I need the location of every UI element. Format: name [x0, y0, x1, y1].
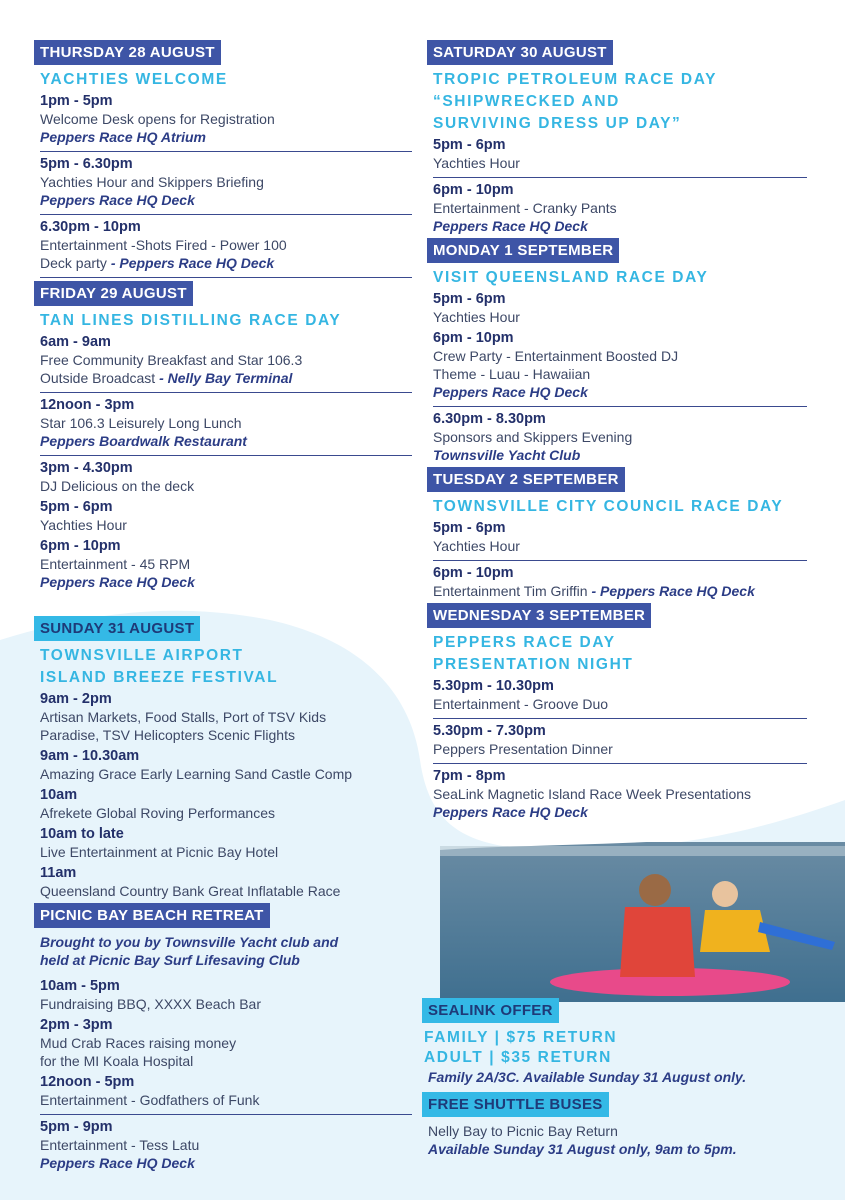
event-title: “SHIPWRECKED AND [433, 93, 620, 110]
intro-line: held at Picnic Bay Surf Lifesaving Club [40, 952, 300, 968]
event-description [40, 726, 412, 744]
event-block [40, 92, 412, 152]
day-section [427, 467, 807, 601]
description-text: Fundraising BBQ, XXXX Beach Bar [40, 996, 261, 1012]
event-time: 5pm - 6pm [433, 137, 506, 153]
event-time: 5pm - 6pm [40, 499, 113, 515]
event-block [40, 333, 412, 393]
day-section [427, 238, 807, 465]
event-time: 3pm - 4.30pm [40, 460, 133, 476]
event-time: 12noon - 5pm [40, 1074, 135, 1090]
intro-line: Brought to you by Townsville Yacht club and [40, 934, 339, 950]
event-description [40, 351, 412, 369]
event-block [40, 1016, 412, 1071]
event-description [40, 1034, 412, 1052]
beach-photo [440, 842, 845, 1002]
day-header: WEDNESDAY 3 SEPTEMBER [427, 603, 651, 628]
event-description [40, 1052, 412, 1070]
event-description [40, 236, 412, 254]
adult-fare: ADULT | $35 RETURN [424, 1049, 612, 1066]
description-text: Deck party [40, 255, 107, 271]
event-description [40, 254, 412, 272]
event-description [40, 516, 412, 534]
event-time: 5.30pm - 10.30pm [433, 678, 554, 694]
day-section [427, 603, 807, 822]
event-title: PRESENTATION NIGHT [433, 656, 634, 673]
shuttle-note: Available Sunday 31 August only, 9am to 5pm. [428, 1141, 737, 1157]
description-text: Yachties Hour [433, 309, 520, 325]
event-time: 6am - 9am [40, 334, 111, 350]
description-text: Outside Broadcast [40, 370, 156, 386]
right-column [427, 40, 807, 824]
day-section [34, 281, 412, 592]
event-block [433, 181, 807, 236]
description-text: Theme - Luau - Hawaiian [433, 366, 591, 382]
event-time: 5.30pm - 7.30pm [433, 723, 546, 739]
event-time: 5pm - 6.30pm [40, 156, 133, 172]
day-header: TUESDAY 2 SEPTEMBER [427, 467, 625, 492]
description-text: Welcome Desk opens for Registration [40, 111, 275, 127]
event-block [433, 136, 807, 178]
offers-section [422, 998, 822, 1158]
event-venue: - Peppers Race HQ Deck [591, 583, 755, 599]
event-time: 10am - 5pm [40, 978, 120, 994]
event-time: 6.30pm - 8.30pm [433, 411, 546, 427]
event-description [40, 477, 412, 495]
event-time: 11am [40, 865, 77, 881]
event-block [40, 459, 412, 496]
description-text: Yachties Hour and Skippers Briefing [40, 174, 264, 190]
event-block [433, 564, 807, 601]
event-description [433, 582, 807, 600]
description-text: Crew Party - Entertainment Boosted DJ [433, 348, 679, 364]
event-time: 6pm - 10pm [433, 182, 514, 198]
event-block [40, 155, 412, 215]
event-time: 6pm - 10pm [433, 330, 514, 346]
description-text: Yachties Hour [433, 155, 520, 171]
event-title: TROPIC PETROLEUM RACE DAY [433, 71, 718, 88]
event-title: VISIT QUEENSLAND RACE DAY [433, 269, 709, 286]
event-block [433, 677, 807, 719]
event-time: 2pm - 3pm [40, 1017, 113, 1033]
description-text: Live Entertainment at Picnic Bay Hotel [40, 844, 279, 860]
event-block [40, 218, 412, 278]
event-title: TAN LINES DISTILLING RACE DAY [40, 312, 342, 329]
description-text: SeaLink Magnetic Island Race Week Presentations [433, 786, 752, 802]
offer-note: Family 2A/3C. Available Sunday 31 August only. [428, 1069, 747, 1085]
event-block [40, 396, 412, 456]
event-time: 12noon - 3pm [40, 397, 135, 413]
event-title: TOWNSVILLE AIRPORT [40, 647, 244, 664]
event-description [40, 555, 412, 573]
description-text: for the MI Koala Hospital [40, 1053, 194, 1069]
description-text: Sponsors and Skippers Evening [433, 429, 633, 445]
shuttle-header: FREE SHUTTLE BUSES [422, 1092, 609, 1117]
event-description [40, 804, 412, 822]
sealink-offer-header: SEALINK OFFER [422, 998, 559, 1023]
event-venue: Peppers Race HQ Deck [40, 1155, 195, 1171]
event-description [40, 843, 412, 861]
description-text: Free Community Breakfast and Star 106.3 [40, 352, 303, 368]
description-text: Entertainment - Tess Latu [40, 1137, 200, 1153]
description-text: Entertainment - Groove Duo [433, 696, 609, 712]
description-text: Paradise, TSV Helicopters Scenic Flights [40, 727, 295, 743]
event-description [433, 199, 807, 217]
description-text: Peppers Presentation Dinner [433, 741, 613, 757]
event-time: 9am - 10.30am [40, 748, 140, 764]
event-block [40, 498, 412, 535]
event-block [40, 977, 412, 1014]
event-venue: - Nelly Bay Terminal [159, 370, 293, 386]
description-text: Yachties Hour [433, 538, 520, 554]
event-time: 6pm - 10pm [40, 538, 121, 554]
event-block [40, 1073, 412, 1115]
event-venue: Peppers Race HQ Deck [433, 804, 588, 820]
event-description [40, 882, 412, 900]
event-venue: Peppers Race HQ Deck [433, 384, 588, 400]
event-block [40, 747, 412, 784]
day-section [34, 616, 412, 901]
event-block [433, 410, 807, 465]
event-title: TOWNSVILLE CITY COUNCIL RACE DAY [433, 498, 784, 515]
event-title: YACHTIES WELCOME [40, 71, 228, 88]
event-time: 5pm - 6pm [433, 520, 506, 536]
description-text: Entertainment - Godfathers of Funk [40, 1092, 260, 1108]
event-venue: Peppers Boardwalk Restaurant [40, 433, 247, 449]
event-description [40, 1091, 412, 1109]
event-description [433, 308, 807, 326]
description-text: Amazing Grace Early Learning Sand Castle Comp [40, 766, 353, 782]
event-block [433, 519, 807, 561]
event-block [40, 537, 412, 592]
description-text: DJ Delicious on the deck [40, 478, 195, 494]
description-text: Afrekete Global Roving Performances [40, 805, 275, 821]
event-time: 6pm - 10pm [433, 565, 514, 581]
event-venue: Townsville Yacht Club [433, 447, 581, 463]
day-header: FRIDAY 29 AUGUST [34, 281, 193, 306]
event-time: 5pm - 6pm [433, 291, 506, 307]
day-header: THURSDAY 28 AUGUST [34, 40, 221, 65]
event-description [433, 695, 807, 713]
event-description [433, 537, 807, 555]
event-time: 6.30pm - 10pm [40, 219, 141, 235]
description-text: Queensland Country Bank Great Inflatable Race [40, 883, 341, 899]
description-text: Star 106.3 Leisurely Long Lunch [40, 415, 242, 431]
description-text: Yachties Hour [40, 517, 127, 533]
event-venue: Peppers Race HQ Deck [40, 192, 195, 208]
event-description [40, 369, 412, 387]
intro-text [40, 933, 412, 974]
event-description [40, 110, 412, 128]
day-header: PICNIC BAY BEACH RETREAT [34, 903, 270, 928]
event-description [433, 347, 807, 365]
left-column [34, 40, 412, 1175]
description-text: Entertainment -Shots Fired - Power 100 [40, 237, 287, 253]
event-description [40, 1136, 412, 1154]
event-time: 5pm - 9pm [40, 1119, 113, 1135]
event-title: SURVIVING DRESS UP DAY” [433, 115, 682, 132]
event-block [433, 767, 807, 822]
event-time: 1pm - 5pm [40, 93, 113, 109]
description-text: Entertainment Tim Griffin [433, 583, 588, 599]
event-venue: - Peppers Race HQ Deck [110, 255, 275, 271]
event-time: 9am - 2pm [40, 691, 112, 707]
shuttle-desc: Nelly Bay to Picnic Bay Return [428, 1123, 618, 1139]
event-description [433, 365, 807, 383]
event-block [433, 290, 807, 327]
event-venue: Peppers Race HQ Deck [40, 574, 195, 590]
event-block [40, 864, 412, 901]
day-section [34, 903, 412, 1173]
description-text: Entertainment - Cranky Pants [433, 200, 617, 216]
event-time: 7pm - 8pm [433, 768, 506, 784]
day-section [34, 40, 412, 278]
day-header: MONDAY 1 SEPTEMBER [427, 238, 619, 263]
event-block [40, 690, 412, 745]
description-text: Entertainment - 45 RPM [40, 556, 191, 572]
event-title: PEPPERS RACE DAY [433, 634, 616, 651]
event-block [40, 1118, 412, 1173]
event-block [433, 329, 807, 407]
day-header: SUNDAY 31 AUGUST [34, 616, 200, 641]
event-description [40, 414, 412, 432]
event-description [40, 173, 412, 191]
day-header: SATURDAY 30 AUGUST [427, 40, 613, 65]
event-time: 10am [40, 787, 78, 803]
event-description [433, 740, 807, 758]
event-block [40, 825, 412, 862]
event-description [40, 708, 412, 726]
day-section [427, 40, 807, 236]
event-description [433, 785, 807, 803]
family-fare: FAMILY | $75 RETURN [424, 1029, 618, 1046]
event-description [433, 154, 807, 172]
event-description [433, 428, 807, 446]
event-block [40, 786, 412, 823]
event-description [40, 995, 412, 1013]
event-block [433, 722, 807, 764]
description-text: Mud Crab Races raising money [40, 1035, 237, 1051]
description-text: Artisan Markets, Food Stalls, Port of TSV Kids [40, 709, 327, 725]
event-description [40, 765, 412, 783]
event-venue: Peppers Race HQ Deck [433, 218, 588, 234]
event-time: 10am to late [40, 826, 124, 842]
event-venue: Peppers Race HQ Atrium [40, 129, 206, 145]
event-title: ISLAND BREEZE FESTIVAL [40, 669, 279, 686]
